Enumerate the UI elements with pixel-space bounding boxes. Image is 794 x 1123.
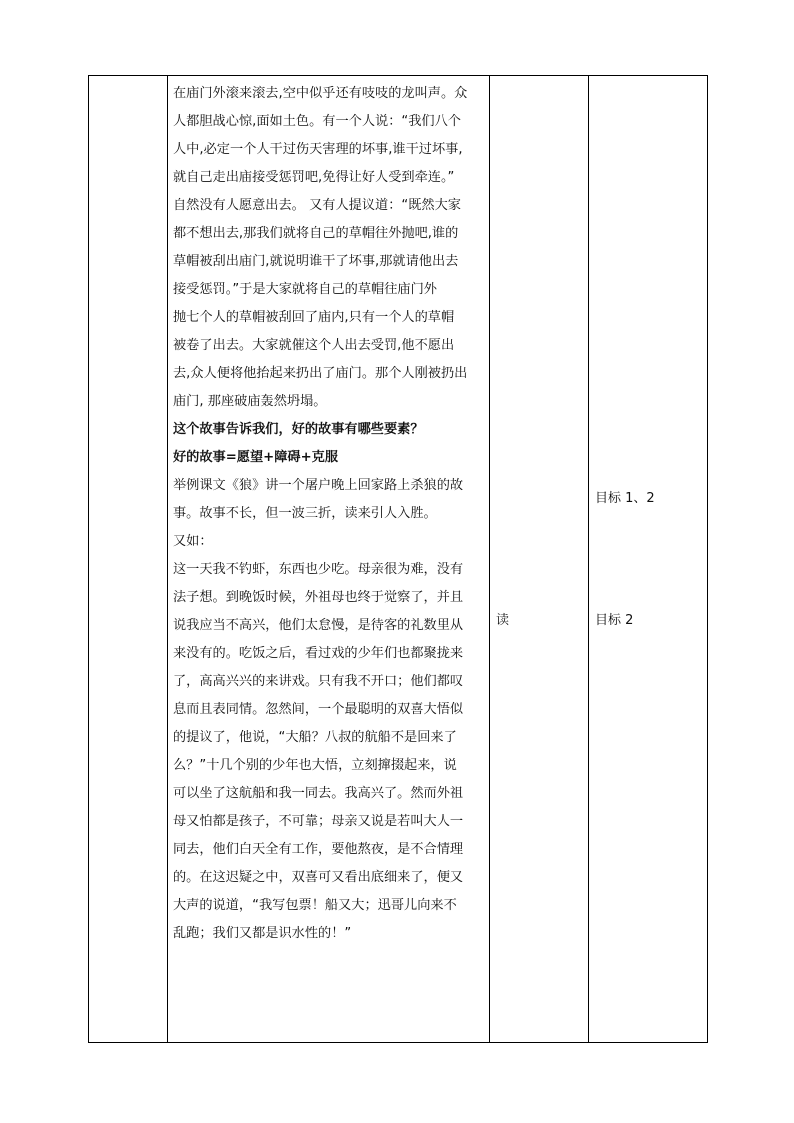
story-text bbox=[173, 80, 485, 416]
activity-label: 读 bbox=[496, 613, 510, 628]
goal-cell bbox=[589, 76, 708, 1043]
example-line: 举例课文《狼》讲一个屠户晚上回家路上杀狼的故 bbox=[173, 478, 464, 493]
excerpt-line: 么？”十几个别的少年也大悟，立刻撺掇起来，说 bbox=[173, 758, 457, 773]
excerpt-text bbox=[173, 556, 485, 948]
story-line: 人中,必定一个人干过伤天害理的坏事,谁干过坏事, bbox=[173, 142, 463, 157]
excerpt-line: 同去，他们白天全有工作，要他熬夜，是不合情理 bbox=[173, 842, 464, 857]
excerpt-line: 法子想。到晚饭时候，外祖母也终于觉察了，并且 bbox=[173, 590, 464, 605]
excerpt-line: 了，高高兴兴的来讲戏。只有我不开口；他们都叹 bbox=[173, 674, 464, 689]
story-line: 在庙门外滚来滚去,空中似乎还有吱吱的龙叫声。众 bbox=[173, 86, 468, 101]
content-cell bbox=[168, 76, 490, 1043]
excerpt-line: 这一天我不钓虾，东西也少吃。母亲很为难，没有 bbox=[173, 562, 464, 577]
story-line: 就自己走出庙接受惩罚吧,免得让好人受到牵连。” bbox=[173, 170, 455, 185]
lesson-content bbox=[168, 76, 489, 948]
excerpt-line: 母又怕都是孩子，不可靠；母亲又说是若叫大人一 bbox=[173, 814, 464, 829]
excerpt-line: 的。在这迟疑之中，双喜可又看出底细来了，便又 bbox=[173, 870, 464, 885]
excerpt-line: 可以坐了这航船和我一同去。我高兴了。然而外祖 bbox=[173, 786, 464, 801]
excerpt-line: 息而且表同情。忽然间，一个最聪明的双喜大悟似 bbox=[173, 702, 464, 717]
example-line: 又如： bbox=[173, 534, 213, 549]
story-line: 自然没有人愿意出去。 又有人提议道：“既然大家 bbox=[173, 198, 461, 213]
story-formula: 好的故事=愿望+障碍+克服 bbox=[173, 450, 339, 465]
table-row bbox=[89, 76, 708, 1043]
example-line: 事。故事不长，但一波三折，读来引人入胜。 bbox=[173, 506, 437, 521]
story-line: 去,众人便将他抬起来扔出了庙门。那个人刚被扔出 bbox=[173, 366, 468, 381]
column-1-cell bbox=[89, 76, 168, 1043]
goal-label-1: 目标 1、2 bbox=[595, 491, 655, 506]
story-line: 接受惩罚。”于是大家就将自己的草帽往庙门外 bbox=[173, 282, 437, 297]
excerpt-line: 的提议了，他说，“大船？八叔的航船不是回来了 bbox=[173, 730, 457, 745]
example-text bbox=[173, 472, 485, 556]
story-line: 草帽被刮出庙门,就说明谁干了坏事,那就请他出去 bbox=[173, 254, 459, 269]
excerpt-line: 来没有的。吃饭之后，看过戏的少年们也都聚拢来 bbox=[173, 646, 464, 661]
story-line: 被卷了出去。大家就催这个人出去受罚,他不愿出 bbox=[173, 338, 455, 353]
excerpt-line: 大声的说道，“我写包票！船又大；迅哥儿向来不 bbox=[173, 898, 457, 913]
story-line: 人都胆战心惊,面如土色。有一个人说：“我们八个 bbox=[173, 114, 461, 129]
question-line: 这个故事告诉我们，好的故事有哪些要素？ bbox=[173, 422, 424, 437]
excerpt-line: 乱跑；我们又都是识水性的！” bbox=[173, 926, 352, 941]
story-line: 都不想出去,那我们就将自己的草帽往外抛吧,谁的 bbox=[173, 226, 459, 241]
story-line: 抛七个人的草帽被刮回了庙内,只有一个人的草帽 bbox=[173, 310, 455, 325]
activity-cell bbox=[490, 76, 589, 1043]
lesson-plan-table bbox=[88, 75, 708, 1043]
excerpt-line: 说我应当不高兴，他们太怠慢，是待客的礼数里从 bbox=[173, 618, 464, 633]
story-line: 庙门, 那座破庙轰然坍塌。 bbox=[173, 394, 327, 409]
goal-label-2: 目标 2 bbox=[595, 613, 634, 628]
